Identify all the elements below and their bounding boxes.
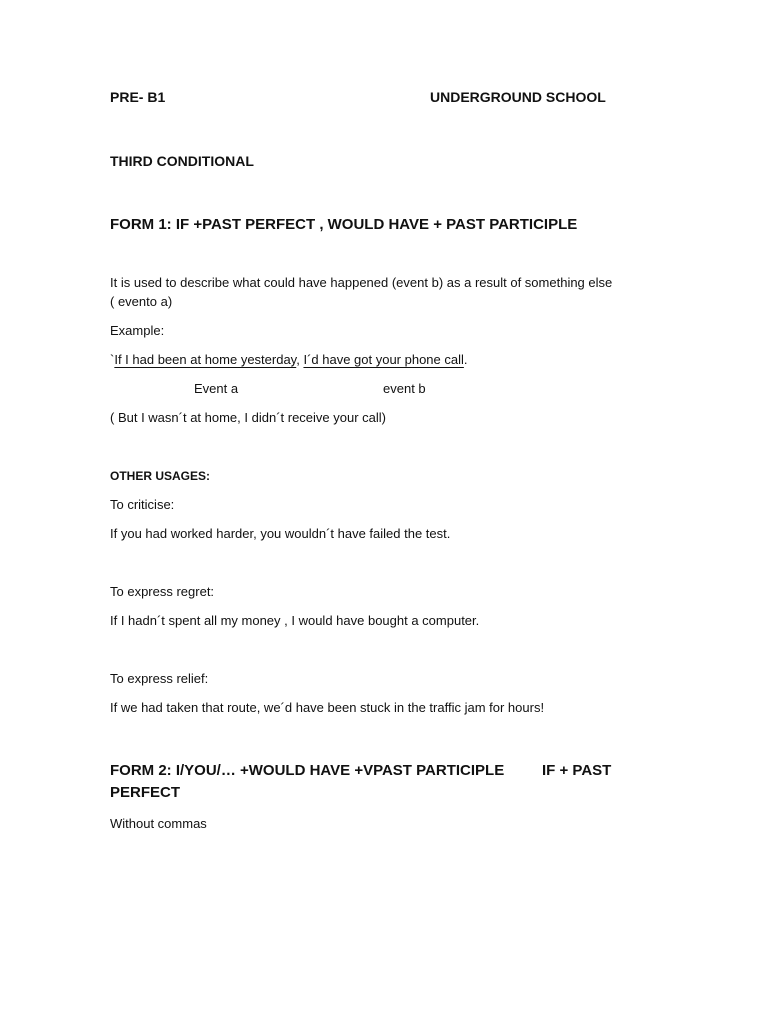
usage-example: If we had taken that route, we´d have been stuck in the traffic jam for hours! xyxy=(110,700,545,715)
example-event-a: If I had been at home yesterday xyxy=(114,352,297,367)
event-b-label: event b xyxy=(383,381,426,396)
usage-example: If I hadn´t spent all my money , I would have bought a computer. xyxy=(110,613,480,628)
example-sep: , xyxy=(296,352,304,367)
example-label: Example: xyxy=(110,323,165,338)
example-end: . xyxy=(463,352,468,367)
form2-heading-right: IF + PAST xyxy=(542,762,612,779)
other-usages-heading: OTHER USAGES: xyxy=(110,469,211,483)
form2-note: Without commas xyxy=(110,816,207,831)
example-event-b: I´d have got your phone call xyxy=(303,352,464,367)
description-line2: ( evento a) xyxy=(110,294,173,309)
example-prefix: ` xyxy=(110,352,115,367)
description-line1: It is used to describe what could have happened (event b) as a result of something else xyxy=(110,275,613,290)
usage-label: To express relief: xyxy=(110,671,209,686)
usage-label: To express regret: xyxy=(110,584,215,599)
school-name: UNDERGROUND SCHOOL xyxy=(430,89,606,105)
event-a-label: Event a xyxy=(194,381,239,396)
form2-heading-line1: FORM 2: I/YOU/… +WOULD HAVE +VPAST PARTICIPLE xyxy=(110,762,505,779)
example-sentence xyxy=(110,351,468,369)
level-label: PRE- B1 xyxy=(110,89,166,105)
form2-heading-line2: PERFECT xyxy=(110,784,181,801)
explanation: ( But I wasn´t at home, I didn´t receive your call) xyxy=(110,410,386,425)
usage-label: To criticise: xyxy=(110,497,175,512)
form1-heading: FORM 1: IF +PAST PERFECT , WOULD HAVE + PAST PARTICIPLE xyxy=(110,216,578,233)
page-title: THIRD CONDITIONAL xyxy=(110,153,254,169)
usage-example: If you had worked harder, you wouldn´t have failed the test. xyxy=(110,526,451,541)
